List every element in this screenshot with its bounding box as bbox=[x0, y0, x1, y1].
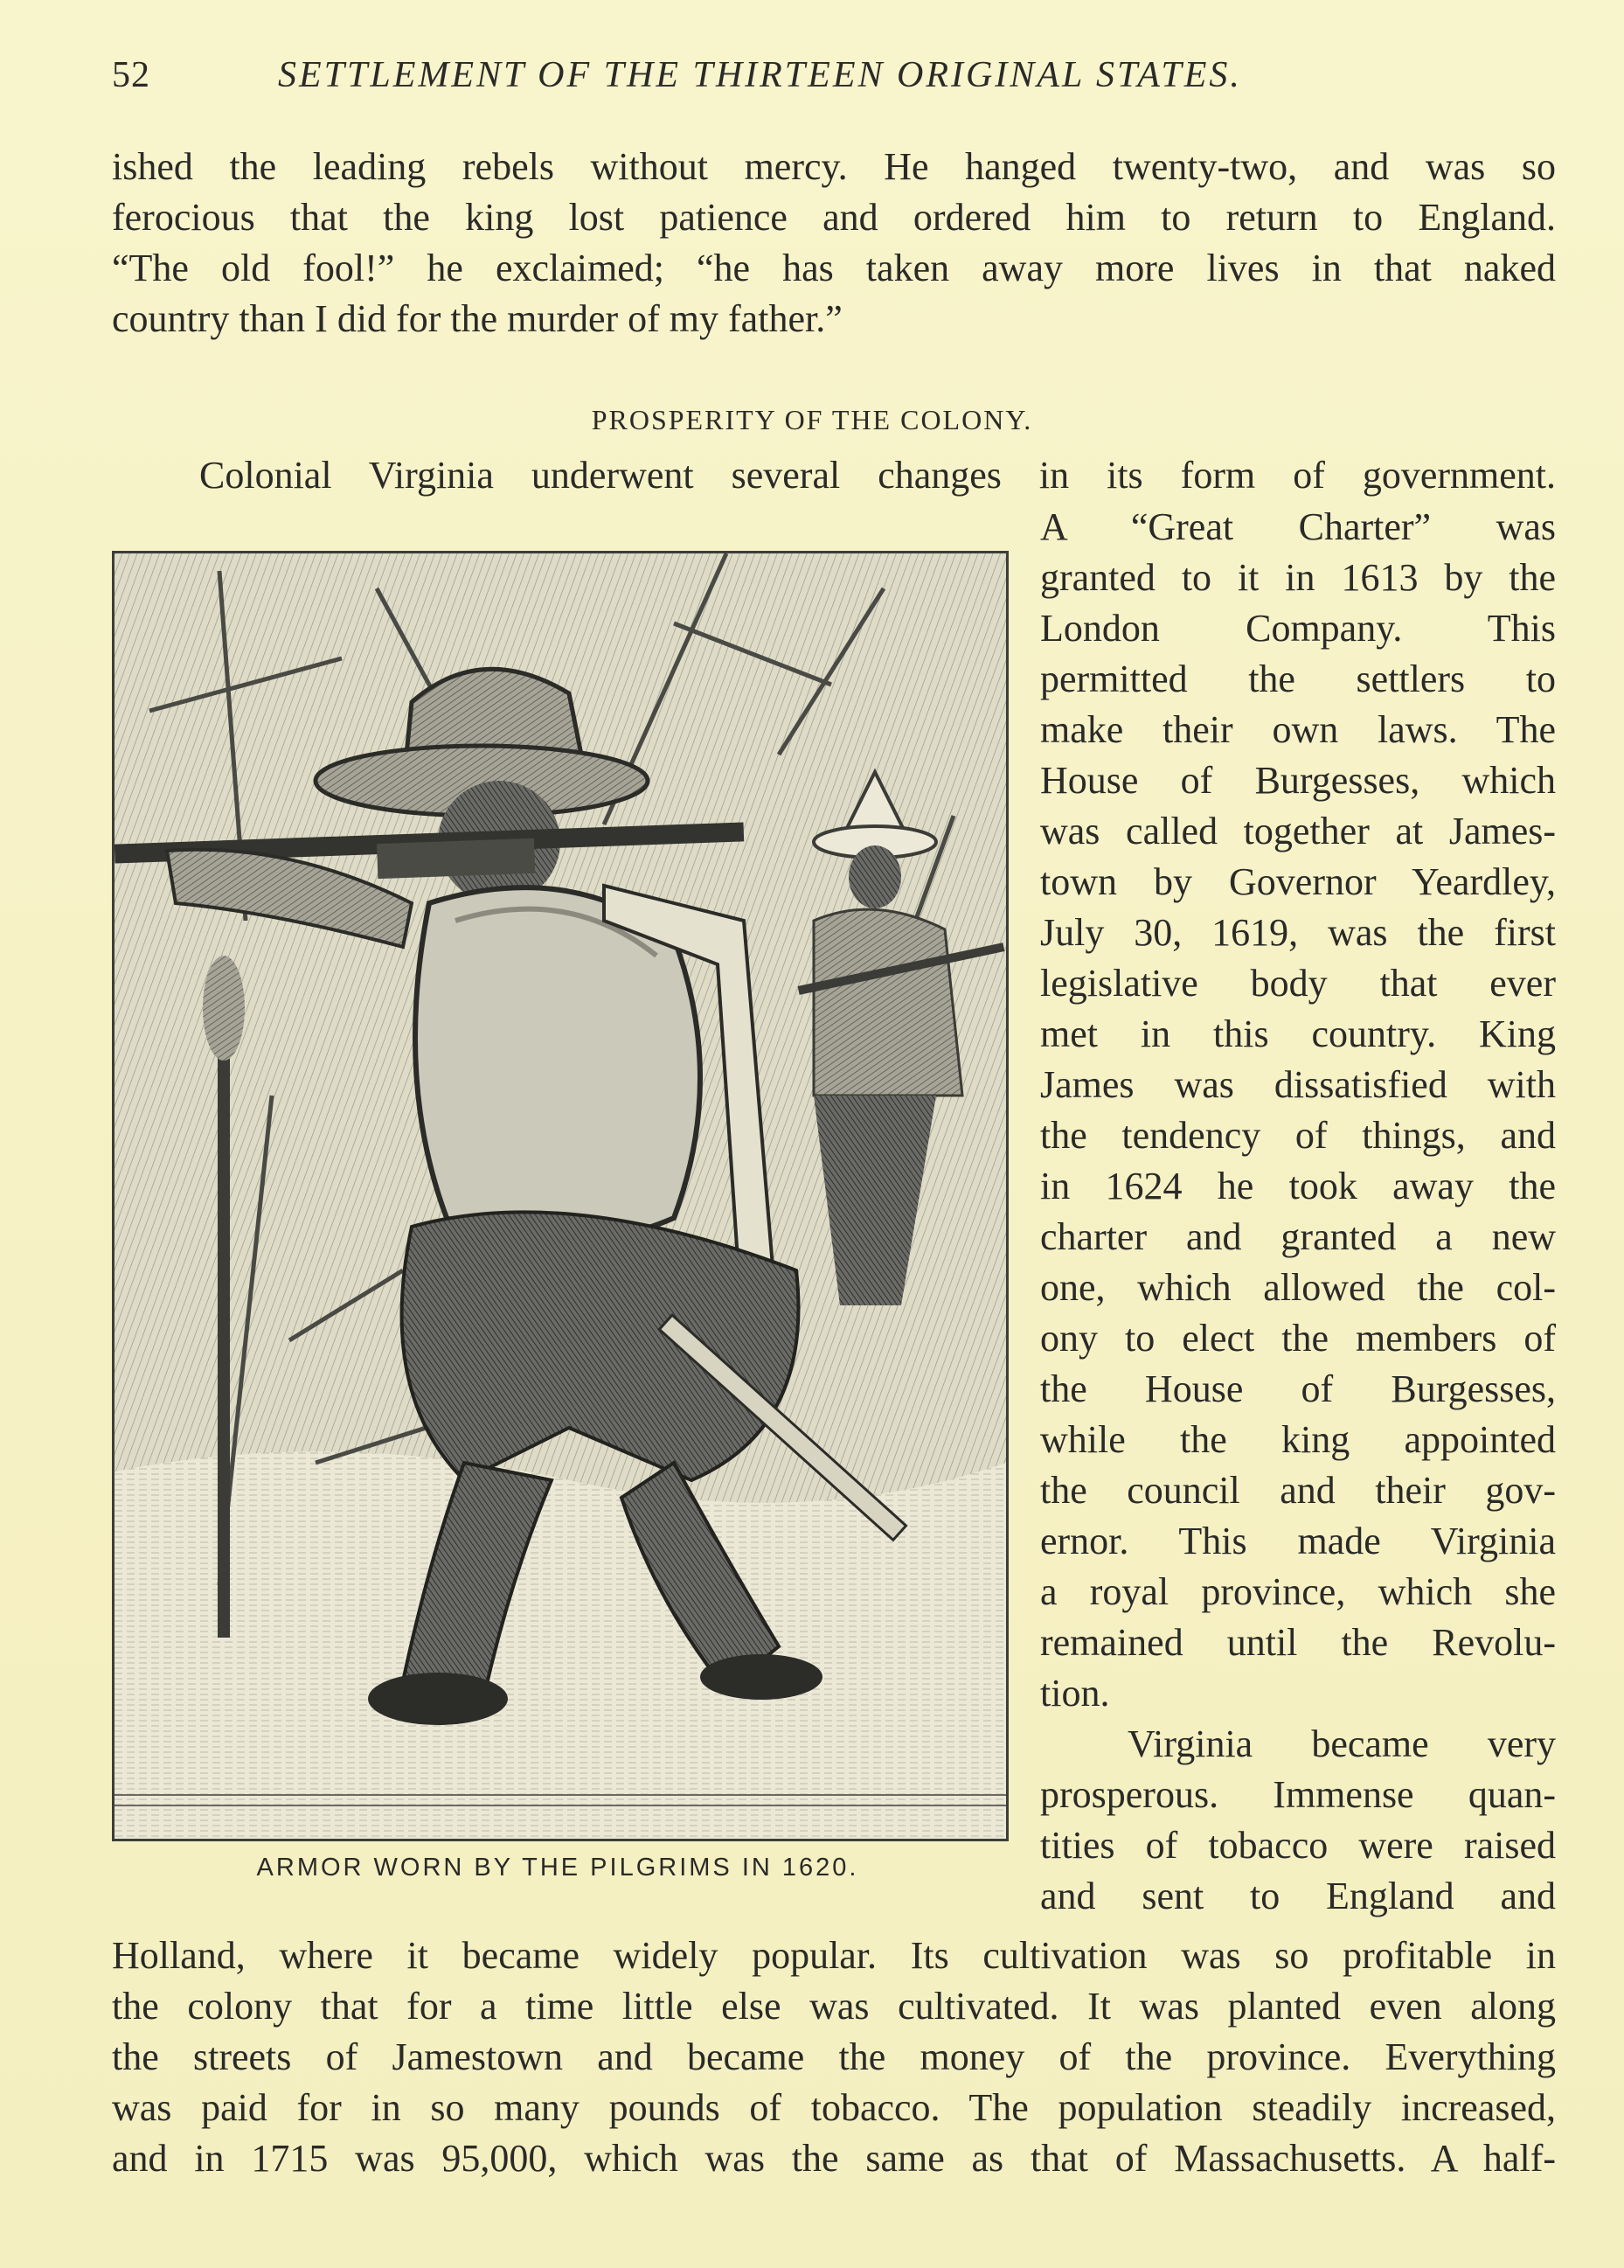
intro-paragraph bbox=[112, 142, 1556, 344]
text-line: Virginia became very bbox=[1128, 1722, 1556, 1765]
text-line: the streets of Jamestown and became the money of the province. Everything bbox=[112, 2035, 1556, 2078]
text-line: July 30, 1619, was the first bbox=[1040, 911, 1556, 954]
text-line: and in 1715 was 95,000, which was the same as that of Massachusetts. A half- bbox=[112, 2137, 1556, 2180]
text-line: tion. bbox=[1040, 1672, 1110, 1715]
text-line: a royal province, which she bbox=[1040, 1570, 1556, 1613]
text-line: the tendency of things, and bbox=[1040, 1114, 1556, 1157]
text-line: remained until the Revolu- bbox=[1040, 1621, 1556, 1664]
text-line: “The old fool!” he exclaimed; “he has taken away more lives in that naked bbox=[112, 247, 1556, 289]
armored-soldiers-engraving bbox=[115, 553, 1006, 1839]
text-line: prosperous. Immense quan- bbox=[1040, 1773, 1556, 1816]
text-line: House of Burgesses, which bbox=[1040, 759, 1556, 802]
text-line: met in this country. King bbox=[1040, 1012, 1556, 1055]
text-line: the council and their gov- bbox=[1040, 1469, 1556, 1512]
bottom-paragraph bbox=[112, 1931, 1556, 2184]
text-line: legislative body that ever bbox=[1040, 962, 1556, 1005]
text-line: Holland, where it became widely popular. Its cultivation was so profitable in bbox=[112, 1934, 1556, 1977]
text-line: the colony that for a time little else was cultivated. It was planted even along bbox=[112, 1985, 1556, 2028]
text-line: country than I did for the murder of my father.” bbox=[112, 297, 843, 340]
figure-caption: ARMOR WORN BY THE PILGRIMS IN 1620. bbox=[256, 1854, 859, 1882]
text-line: London Company. This bbox=[1040, 607, 1556, 650]
running-title: SETTLEMENT OF THE THIRTEEN ORIGINAL STATES. bbox=[278, 55, 1242, 95]
text-line: and sent to England and bbox=[1040, 1875, 1556, 1917]
text-line: permitted the settlers to bbox=[1040, 657, 1556, 700]
text-line: ferocious that the king lost patience and ordered him to return to England. bbox=[112, 196, 1556, 239]
running-head bbox=[112, 54, 1423, 107]
section-first-line: Colonial Virginia underwent several changes in its form of government. bbox=[199, 454, 1556, 497]
text-line: town by Governor Yeardley, bbox=[1040, 860, 1556, 903]
text-line: while the king appointed bbox=[1040, 1418, 1556, 1461]
text-line: granted to it in 1613 by the bbox=[1040, 556, 1556, 599]
text-line: was called together at James- bbox=[1040, 810, 1556, 852]
text-line: ernor. This made Virginia bbox=[1040, 1520, 1556, 1562]
text-line: was paid for in so many pounds of tobacco. The population steadily increased, bbox=[112, 2086, 1556, 2129]
page-number: 52 bbox=[112, 55, 150, 95]
section-heading: PROSPERITY OF THE COLONY. bbox=[591, 404, 1033, 435]
text-line: James was dissatisfied with bbox=[1040, 1063, 1556, 1106]
text-line: make their own laws. The bbox=[1040, 708, 1556, 751]
text-line: ished the leading rebels without mercy. He hanged twenty-two, and was so bbox=[112, 145, 1556, 188]
wrapped-text-column bbox=[1040, 502, 1556, 1922]
text-line: in 1624 he took away the bbox=[1040, 1165, 1556, 1207]
text-line: the House of Burgesses, bbox=[1040, 1367, 1556, 1410]
text-line: charter and granted a new bbox=[1040, 1215, 1556, 1258]
text-line: A “Great Charter” was bbox=[1040, 505, 1556, 548]
text-line: ony to elect the members of bbox=[1040, 1317, 1556, 1360]
text-line: one, which allowed the col- bbox=[1040, 1266, 1556, 1309]
text-line: tities of tobacco were raised bbox=[1040, 1824, 1556, 1867]
engraving-illustration bbox=[112, 551, 1009, 1841]
